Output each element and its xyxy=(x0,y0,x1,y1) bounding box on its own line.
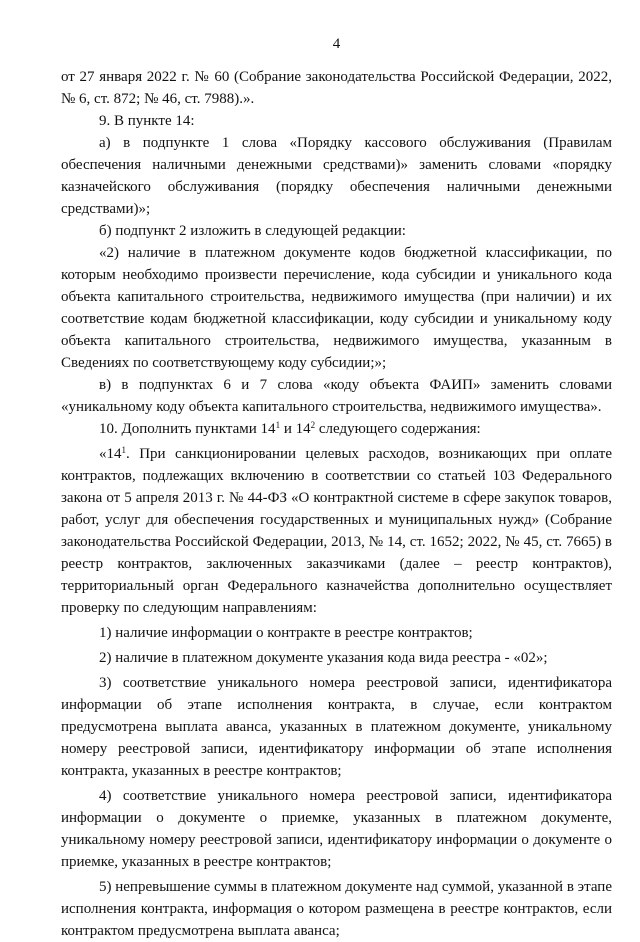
paragraph-check-4: 4) соответствие уникального номера реестровой записи, идентификатора информации о документе о приемке, указанных в платежном документе, уникальному номеру реестровой записи, идентификатору информации о документе о приемке, указанных в реестре контрактов; xyxy=(61,788,612,870)
paragraph-item-10 xyxy=(61,418,612,440)
superscript-2: 2 xyxy=(310,420,316,430)
point-14-1-text-after: . При санкционировании целевых расходов, возникающих при оплате контрактов, подлежащих включению в соответствии со статьей 103 Федерального закона от 5 апреля 2013 г. № 44-ФЗ «О контрактной системе в сфере закупок товаров, работ, услуг для обеспечения государственных и муниципальных нужд» (Собрание законодательства Российской Федерации, 2013, № 14, ст. 1652; 2022, № 45, ст. 7665) в реестр контрактов, заключенных заказчиками (далее – реестр контрактов), территориальный орган Федерального казначейства дополнительно осуществляет проверку по следующим направлениям: xyxy=(61,446,612,616)
page-number: 4 xyxy=(332,36,341,52)
paragraph-item-10-text-after: следующего содержания: xyxy=(315,421,481,437)
paragraph-check-3: 3) соответствие уникального номера реестровой записи, идентификатора информации об этапе исполнения контракта, в случае, если контрактом предусмотрена выплата аванса, указанных в платежном документе, уникальному номеру реестровой записи, идентификатору информации об этапе исполнения контракта, указанных в реестре контрактов; xyxy=(61,675,612,779)
paragraph-continuation: от 27 января 2022 г. № 60 (Собрание законодательства Российской Федерации, 2022, № 6, ст. 872; № 46, ст. 7988).». xyxy=(61,69,612,107)
point-14-1-text-before: «14 xyxy=(99,446,122,462)
paragraph-item-10-text-middle: и 14 xyxy=(280,421,311,437)
document-body xyxy=(61,66,612,942)
superscript-1: 1 xyxy=(121,445,126,455)
paragraph-point-14-1 xyxy=(61,443,612,619)
paragraph-subitem-v: в) в подпунктах 6 и 7 слова «коду объекта ФАИП» заменить словами «уникальному коду объекта капитального строительства, недвижимого имущества». xyxy=(61,377,612,415)
paragraph-subitem-b-quote: «2) наличие в платежном документе кодов бюджетной классификации, по которым необходимо произвести перечисление, кода субсидии и уникального кода объекта капитального строительства, недвижимого имущества (при наличии) и их соответствие кодам бюджетной классификации, коду субсидии и уникальному коду объекта капитального строительства, недвижимого имущества, указанным в Сведениях по соответствующему коду субсидии;»; xyxy=(61,245,612,371)
paragraph-check-1: 1) наличие информации о контракте в реестре контрактов; xyxy=(99,625,473,641)
paragraph-subitem-b: б) подпункт 2 изложить в следующей редакции: xyxy=(99,223,406,239)
paragraph-item-9: 9. В пункте 14: xyxy=(99,113,195,129)
paragraph-item-10-text-before: 10. Дополнить пунктами 14 xyxy=(99,421,276,437)
paragraph-subitem-a: а) в подпункте 1 слова «Порядку кассового обслуживания (Правилам обеспечения наличными денежными средствами)» заменить словами «порядку казначейского обслуживания (порядку обеспечения наличными денежными средствами)»; xyxy=(61,135,612,217)
superscript-1: 1 xyxy=(275,420,281,430)
paragraph-check-2: 2) наличие в платежном документе указания кода вида реестра - «02»; xyxy=(99,650,548,666)
paragraph-check-5: 5) непревышение суммы в платежном документе над суммой, указанной в этапе исполнения контракта, информация о котором размещена в реестре контрактов, если контрактом предусмотрена выплата аванса; xyxy=(61,879,612,939)
